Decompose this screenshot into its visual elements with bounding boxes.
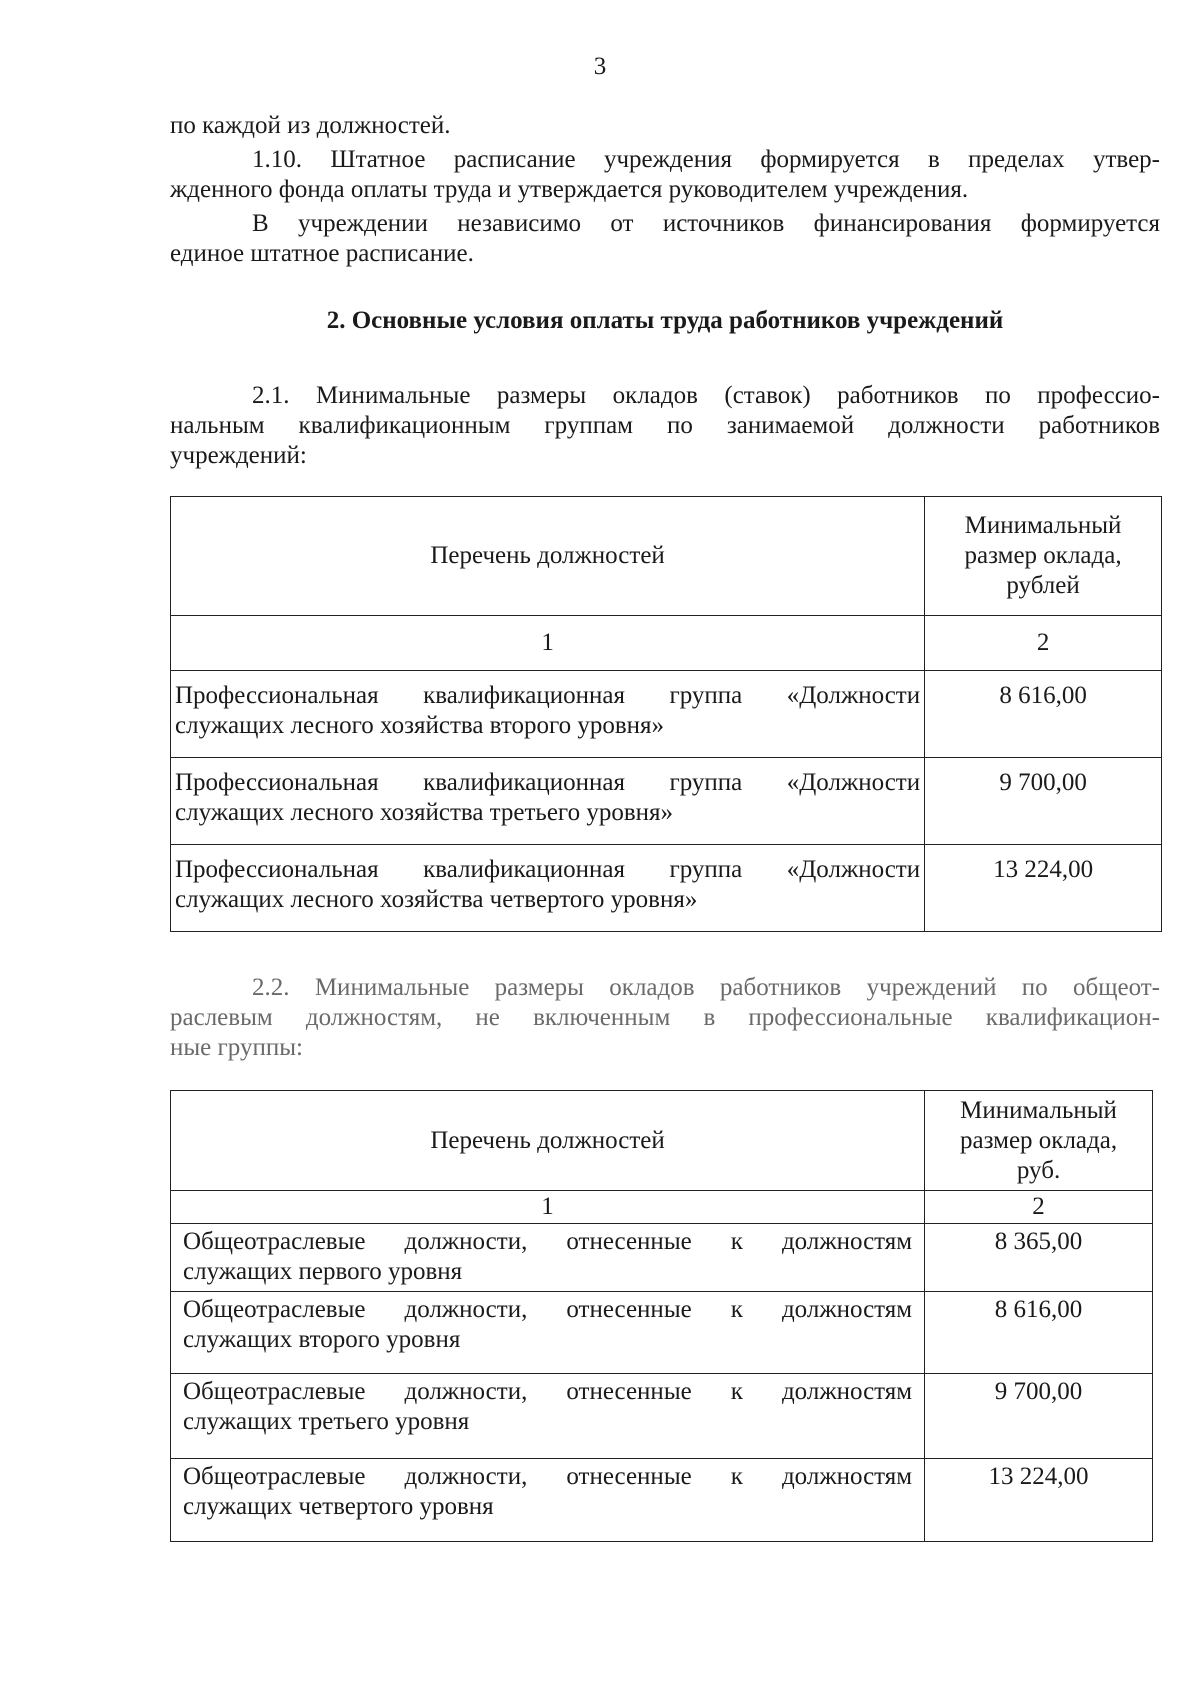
- header-min-salary: [925, 497, 1162, 616]
- position-cell: [171, 1374, 925, 1459]
- table-row: [171, 1292, 1153, 1374]
- position-line-2: служащих третьего уровня: [183, 1408, 470, 1435]
- salary-value: 13 224,00: [925, 1459, 1153, 1542]
- salary-table-cross-sector-positions: [170, 1090, 1153, 1542]
- position-line-2: служащих лесного хозяйства четвертого уровня»: [175, 886, 698, 913]
- column-number-2: 2: [925, 616, 1162, 671]
- paragraph-unified-schedule: [170, 209, 1160, 269]
- paragraph-1-10: [170, 145, 1160, 205]
- salary-value: 9 700,00: [925, 758, 1162, 845]
- position-line-2: служащих лесного хозяйства второго уровня»: [175, 712, 665, 739]
- header-positions-list: [171, 1091, 925, 1191]
- header-min-salary-line-1: Минимальный: [960, 1096, 1117, 1124]
- table-row: [171, 845, 1162, 932]
- position-line-1: Профессиональная квалификационная группа «Должности: [175, 856, 921, 883]
- salary-value: 8 616,00: [925, 671, 1162, 758]
- paragraph-2-2-line-2: раслевым должностям, не включенным в профессиональные квалификацион-: [170, 1004, 1160, 1031]
- position-cell: [171, 1459, 925, 1542]
- paragraph-unified-line-2: единое штатное расписание.: [170, 240, 474, 267]
- paragraph-2-2-line-1: 2.2. Минимальные размеры окладов работников учреждений по общеот-: [252, 974, 1160, 1001]
- paragraph-2-1-line-3: учреждений:: [170, 442, 307, 469]
- paragraph-2-2-line-3: ные группы:: [170, 1034, 303, 1061]
- paragraph-1-10-line-2: жденного фонда оплаты труда и утверждается руководителем учреждения.: [170, 176, 969, 203]
- header-min-salary-line-2: размер оклада,: [960, 1126, 1118, 1154]
- section-2-heading: 2. Основные условия оплаты труда работников учреждений: [326, 307, 1004, 334]
- page-number: 3: [593, 53, 607, 80]
- header-min-salary-line-1: Минимальный: [964, 512, 1122, 539]
- header-positions-label: Перечень должностей: [430, 1126, 665, 1154]
- salary-value: 9 700,00: [925, 1374, 1153, 1459]
- paragraph-2-2: [170, 973, 1160, 1063]
- header-min-salary-line-3: рублей: [1006, 572, 1080, 599]
- header-positions-label: Перечень должностей: [430, 542, 665, 569]
- table-header-row: [171, 1091, 1153, 1191]
- position-line-1: Общеотраслевые должности, отнесенные к должностям: [183, 1463, 913, 1490]
- position-cell: [171, 1224, 925, 1292]
- table-row: [171, 758, 1162, 845]
- table-column-numbers-row: [171, 1191, 1153, 1224]
- column-number-2: 2: [925, 1191, 1153, 1224]
- position-cell: [171, 671, 925, 758]
- position-cell: [171, 845, 925, 932]
- salary-value: 8 616,00: [925, 1292, 1153, 1374]
- paragraph-2-1: [170, 381, 1160, 471]
- position-line-2: служащих лесного хозяйства третьего уровня»: [175, 799, 673, 826]
- header-min-salary: [925, 1091, 1153, 1191]
- table-row: [171, 1224, 1153, 1292]
- position-line-1: Общеотраслевые должности, отнесенные к должностям: [183, 1378, 913, 1405]
- position-line-2: служащих второго уровня: [183, 1326, 461, 1353]
- table-column-numbers-row: [171, 616, 1162, 671]
- table-row: [171, 671, 1162, 758]
- header-positions-list: [171, 497, 925, 616]
- paragraph-unified-line-1: В учреждении независимо от источников финансирования формируется: [252, 210, 1160, 237]
- position-line-1: Общеотраслевые должности, отнесенные к должностям: [183, 1296, 913, 1323]
- position-cell: [171, 758, 925, 845]
- table-row: [171, 1374, 1153, 1459]
- position-line-1: Общеотраслевые должности, отнесенные к должностям: [183, 1228, 913, 1255]
- position-line-1: Профессиональная квалификационная группа «Должности: [175, 769, 921, 796]
- intro-line: по каждой из должностей.: [170, 112, 451, 139]
- paragraph-1-10-line-1: 1.10. Штатное расписание учреждения формируется в пределах утвер-: [252, 146, 1160, 173]
- position-cell: [171, 1292, 925, 1374]
- header-min-salary-line-2: размер оклада,: [964, 542, 1122, 569]
- paragraph-2-1-line-1: 2.1. Минимальные размеры окладов (ставок) работников по профессио-: [252, 382, 1160, 409]
- column-number-1: 1: [171, 1191, 925, 1224]
- table-header-row: [171, 497, 1162, 616]
- position-line-2: служащих первого уровня: [183, 1258, 463, 1285]
- header-min-salary-line-3: руб.: [1016, 1156, 1061, 1184]
- paragraph-2-1-line-2: нальным квалификационным группам по занимаемой должности работников: [170, 412, 1160, 439]
- column-number-1: 1: [171, 616, 925, 671]
- position-line-1: Профессиональная квалификационная группа «Должности: [175, 682, 921, 709]
- table-row: [171, 1459, 1153, 1542]
- salary-table-professional-groups: [170, 496, 1162, 932]
- intro-block: [170, 111, 1160, 141]
- salary-value: 8 365,00: [925, 1224, 1153, 1292]
- salary-value: 13 224,00: [925, 845, 1162, 932]
- position-line-2: служащих четвертого уровня: [183, 1493, 494, 1520]
